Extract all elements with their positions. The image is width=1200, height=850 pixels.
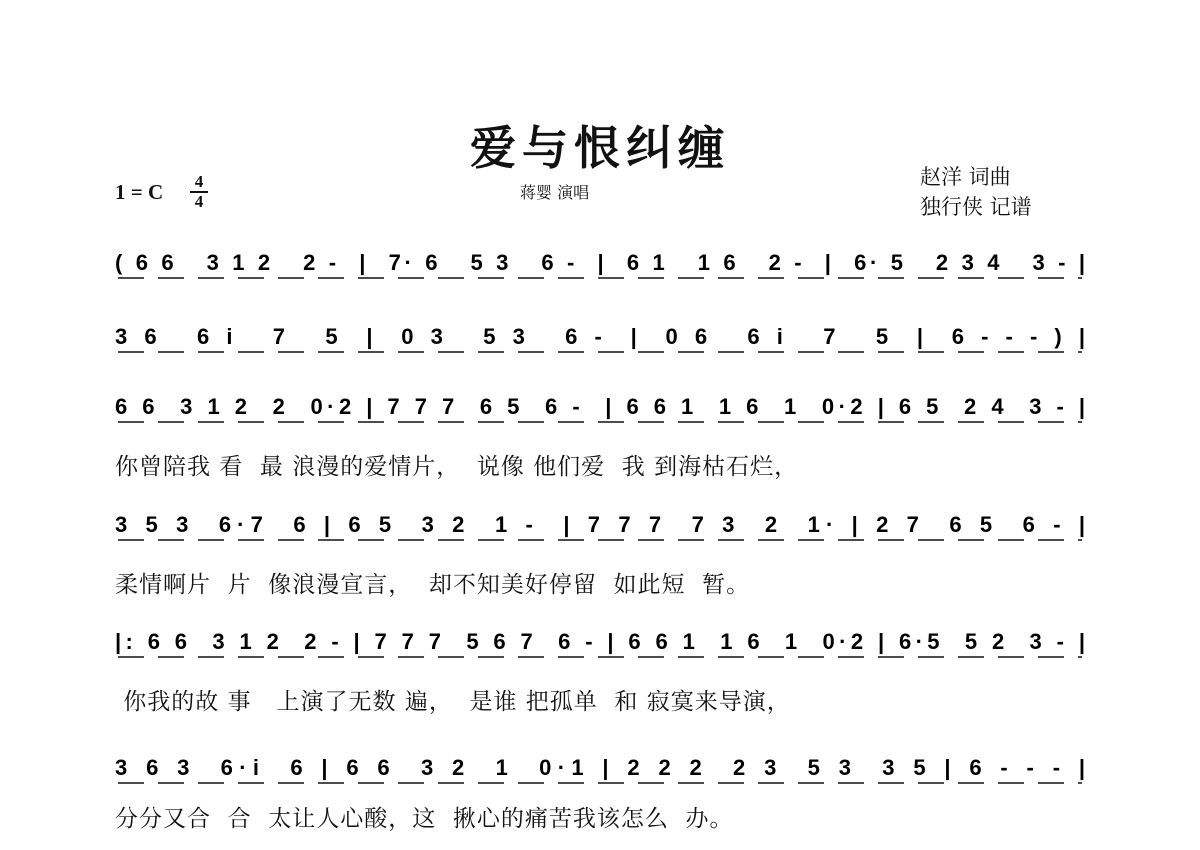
lyric-line: 柔情啊片 片 像浪漫宣言， 却不知美好停留 如此短 暂。 [115,572,751,598]
lyric-line: 分分又合 合 太让人心酸，这 揪心的痛苦我该怎么 办。 [115,806,734,832]
lyric-line: 你我的故 事 上演了无数 遍， 是谁 把孤单 和 寂寞来导演， [115,689,791,715]
notation-row: 3 6 3 6·i 6 | 6 6 3 2 1 0·1 | 2 2 2 2 3 5 3 3 5 | 6 - - - | [115,755,1085,780]
song-title: 爱与恨纠缠 [470,121,730,175]
key-signature: 1 = C [115,180,164,204]
time-signature-bottom: 4 [194,192,204,211]
notation-row: ( 6 6 3 1 2 2 - | 7· 6 5 3 6 - | 6 1 1 6 2 - | 6· 5 2 3 4 3 - | [115,250,1085,275]
transcriber-credit: 独行侠 记谱 [920,195,1032,219]
time-signature-top: 4 [194,172,204,191]
singer-credit: 蒋婴 演唱 [520,183,590,202]
notation-row: 3 6 6 i 7 5 | 0 3 5 3 6 - | 0 6 6 i 7 5 | 6 - - - ) | [115,324,1086,349]
lyric-line: 你曾陪我 看 最 浪漫的爱情片， 说像 他们爱 我 到海枯石烂， [115,454,799,480]
notation-row: 6 6 3 1 2 2 0·2 | 7 7 7 6 5 6 - | 6 6 1 1 6 1 0·2 | 6 5 2 4 3 - | [115,394,1086,419]
notation-row: 3 5 3 6·7 6 | 6 5 3 2 1 - | 7 7 7 7 3 2 1· | 2 7 6 5 6 - | [115,512,1086,537]
notation-row: |: 6 6 3 1 2 2 - | 7 7 7 5 6 7 6 - | 6 6 1 1 6 1 0·2 | 6·5 5 2 3 - | [115,629,1085,654]
composer-credit: 赵洋 词曲 [920,165,1011,189]
